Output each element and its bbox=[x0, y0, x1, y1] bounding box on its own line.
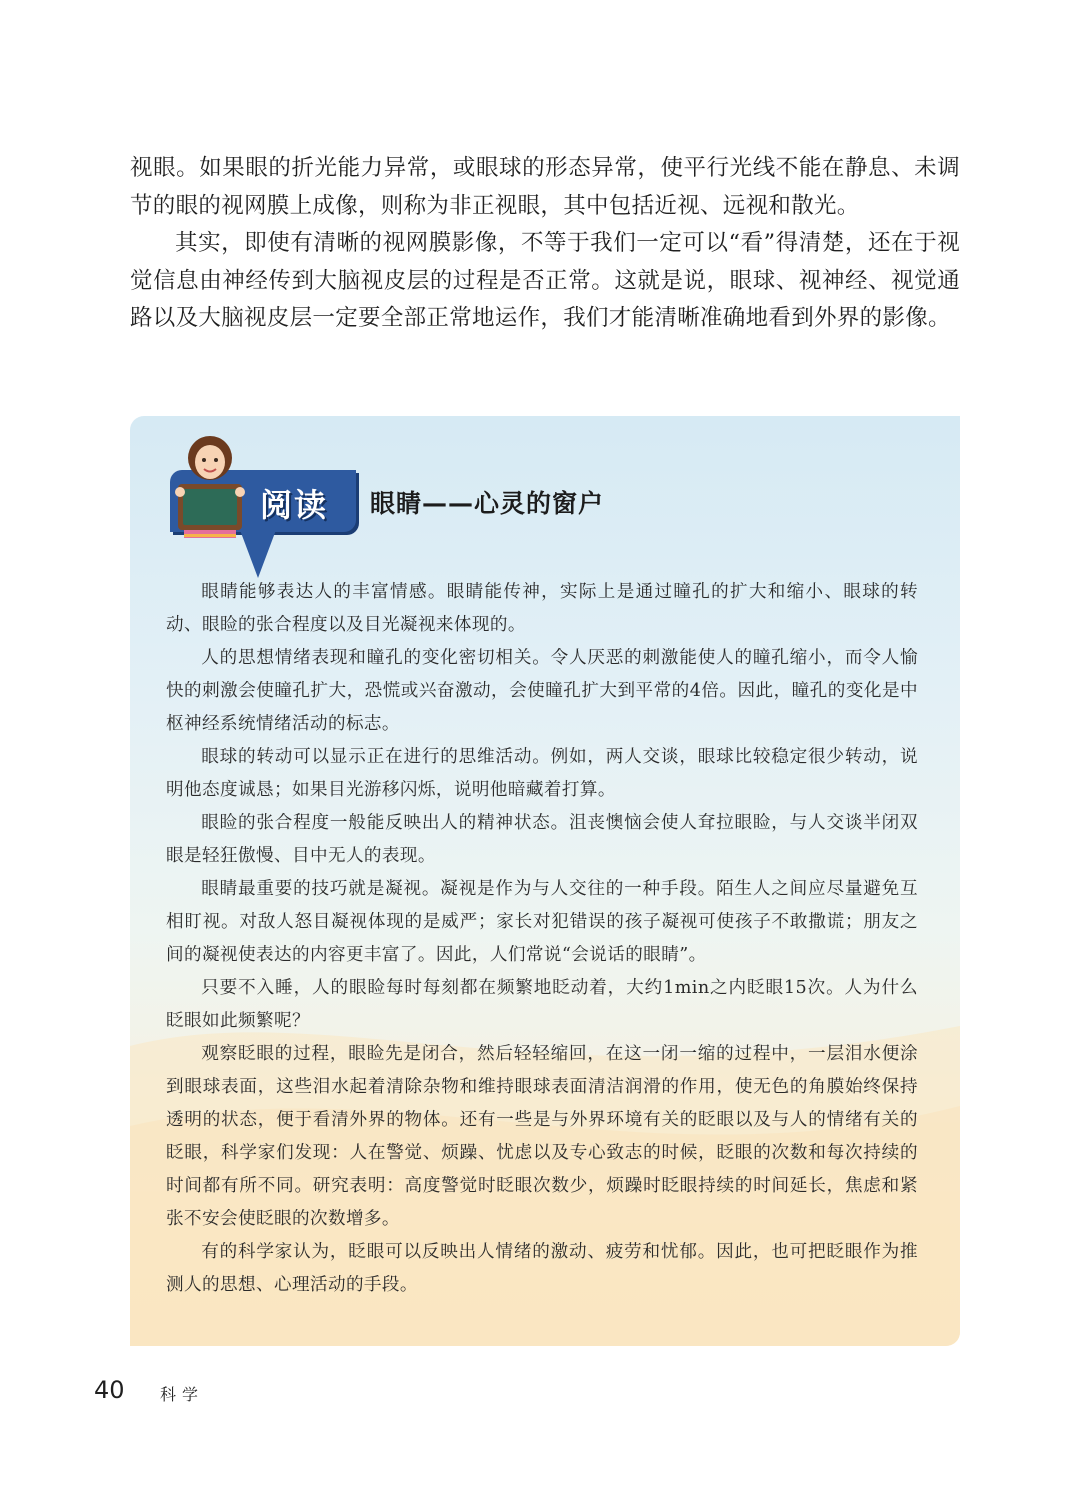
intro-paragraph-1: 视眼。如果眼的折光能力异常，或眼球的形态异常，使平行光线不能在静息、未调节的眼的视网膜上成像，则称为非正视眼，其中包括近视、远视和散光。 bbox=[130, 155, 960, 219]
reading-paragraph: 只要不入睡，人的眼睑每时每刻都在频繁地眨动着，大约1min之内眨眼15次。人为什么眨眼如此频繁呢？ bbox=[166, 978, 918, 1031]
reading-title: 眼睛——心灵的窗户 bbox=[370, 489, 605, 518]
page-subject: 科学 bbox=[160, 1385, 205, 1404]
reading-paragraph: 眼睛能够表达人的丰富情感。眼睛能传神，实际上是通过瞳孔的扩大和缩小、眼球的转动、眼睑的张合程度以及目光凝视来体现的。 bbox=[166, 582, 918, 635]
reading-body bbox=[166, 576, 918, 1302]
intro-paragraph-2: 其实，即使有清晰的视网膜影像，不等于我们一定可以“看”得清楚，还在于视觉信息由神经传到大脑视皮层的过程是否正常。这就是说，眼球、视神经、视觉通路以及大脑视皮层一定要全部正常地运作，我们才能清晰准确地看到外界的影像。 bbox=[130, 230, 960, 331]
intro-text bbox=[130, 150, 960, 338]
reading-paragraph: 眼球的转动可以显示正在进行的思维活动。例如，两人交谈，眼球比较稳定很少转动，说明他态度诚恳；如果目光游移闪烁，说明他暗藏着打算。 bbox=[166, 747, 918, 800]
reading-paragraph: 眼睑的张合程度一般能反映出人的精神状态。沮丧懊恼会使人耷拉眼睑，与人交谈半闭双眼是轻狂傲慢、目中无人的表现。 bbox=[166, 813, 918, 866]
page-number: 40 bbox=[94, 1376, 125, 1404]
reading-badge-label: 阅读 bbox=[260, 486, 329, 524]
reading-paragraph: 人的思想情绪表现和瞳孔的变化密切相关。令人厌恶的刺激能使人的瞳孔缩小，而令人愉快的刺激会使瞳孔扩大，恐慌或兴奋激动，会使瞳孔扩大到平常的4倍。因此，瞳孔的变化是中枢神经系统情绪活动的标志。 bbox=[166, 648, 918, 734]
reading-paragraph: 观察眨眼的过程，眼睑先是闭合，然后轻轻缩回，在这一闭一缩的过程中，一层泪水便涂到眼球表面，这些泪水起着清除杂物和维持眼球表面清洁润滑的作用，使无色的角膜始终保持透明的状态，便于看清外界的物体。还有一些是与外界环境有关的眨眼以及与人的情绪有关的眨眼，科学家们发现：人在警觉、烦躁、忧虑以及专心致志的时候，眨眼的次数和每次持续的时间都有所不同。研究表明：高度警觉时眨眼次数少，烦躁时眨眼持续的时间延长，焦虑和紧张不安会使眨眼的次数增多。 bbox=[166, 1044, 918, 1229]
girl-illustration-icon bbox=[170, 432, 260, 542]
reading-box bbox=[130, 416, 960, 1346]
reading-paragraph: 有的科学家认为，眨眼可以反映出人情绪的激动、疲劳和忧郁。因此，也可把眨眼作为推测人的思想、心理活动的手段。 bbox=[166, 1242, 918, 1295]
reading-paragraph: 眼睛最重要的技巧就是凝视。凝视是作为与人交往的一种手段。陌生人之间应尽量避免互相盯视。对敌人怒目凝视体现的是威严；家长对犯错误的孩子凝视可使孩子不敢撒谎；朋友之间的凝视使表达的内容更丰富了。因此，人们常说“会说话的眼睛”。 bbox=[166, 879, 918, 965]
